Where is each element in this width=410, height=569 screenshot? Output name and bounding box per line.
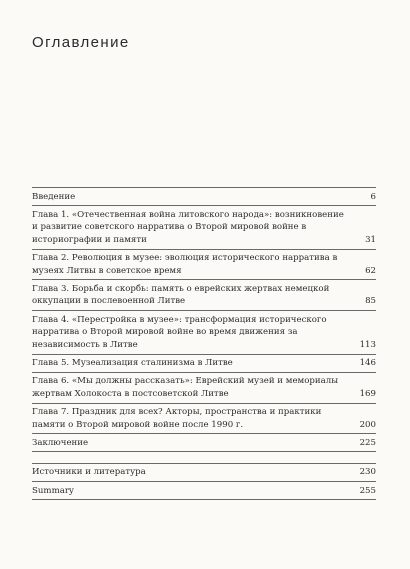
toc-entry[interactable] [32,314,376,352]
divider [32,187,376,188]
toc-entry-page: 85 [365,296,376,307]
toc-entry[interactable] [32,437,376,450]
toc-entry-title: Глава 7. Праздник для всех? Акторы, пространства и практики памяти о Второй мировой войне после 1990 г. [32,406,322,430]
toc-entry-title: Глава 6. «Мы должны рассказать»: Еврейский музей и мемориалы жертвам Холокоста в постсоветской Литве [32,376,339,399]
toc-entry-title: Введение [32,191,76,202]
toc-entry[interactable] [32,485,376,498]
divider [32,403,376,404]
toc-entry-title: Summary [32,485,74,496]
toc-entry-page: 31 [365,234,376,245]
toc-entry-page: 230 [359,467,376,478]
divider [32,279,376,280]
toc-entry-page: 169 [359,388,376,399]
divider [32,249,376,250]
divider [32,205,376,206]
divider [32,433,376,434]
divider [32,481,376,482]
toc-entry-title: Источники и литература [32,467,146,478]
toc-entry[interactable] [32,283,376,308]
toc-entry-title: Глава 3. Борьба и скорбь: память о еврейских жертвах немецкой оккупации в послевоенной Литве [32,283,330,307]
toc-entry-page: 200 [359,419,376,430]
spacer [32,455,376,461]
toc-entry[interactable] [32,357,376,370]
divider [32,372,376,373]
divider [32,310,376,311]
toc-entry-page: 62 [365,265,376,276]
toc-entry-page: 255 [359,485,376,496]
divider [32,451,376,452]
toc-entry-title: Заключение [32,437,89,448]
toc-entry[interactable] [32,252,376,277]
toc-entry[interactable] [32,209,376,247]
toc-entry-page: 6 [370,191,376,202]
toc-entry[interactable] [32,406,376,431]
toc-entry-title: Глава 2. Революция в музее: эволюция исторического нарратива в музеях Литвы в советское время [32,253,338,276]
divider [32,354,376,355]
toc-entry-title: Глава 4. «Перестройка в музее»: трансформация исторического нарратива о Второй мировой войне во время движения за независимость в Литве [32,314,327,350]
divider [32,463,376,464]
table-of-contents [32,185,376,503]
page-title: Оглавление [32,34,130,51]
toc-entry[interactable] [32,191,376,204]
toc-entry-page: 146 [359,358,376,368]
divider [32,499,376,500]
toc-entry[interactable] [32,466,376,479]
toc-entry-page: 225 [359,437,376,448]
toc-entry[interactable] [32,375,376,400]
toc-entry-title: Глава 5. Музеализация сталинизма в Литве [32,358,233,368]
toc-entry-title: Глава 1. «Отечественная война литовского народа»: возникновение и развитие советского нарратива о Второй мировой войне в историографии и памяти [32,209,344,245]
toc-entry-page: 113 [359,339,376,350]
